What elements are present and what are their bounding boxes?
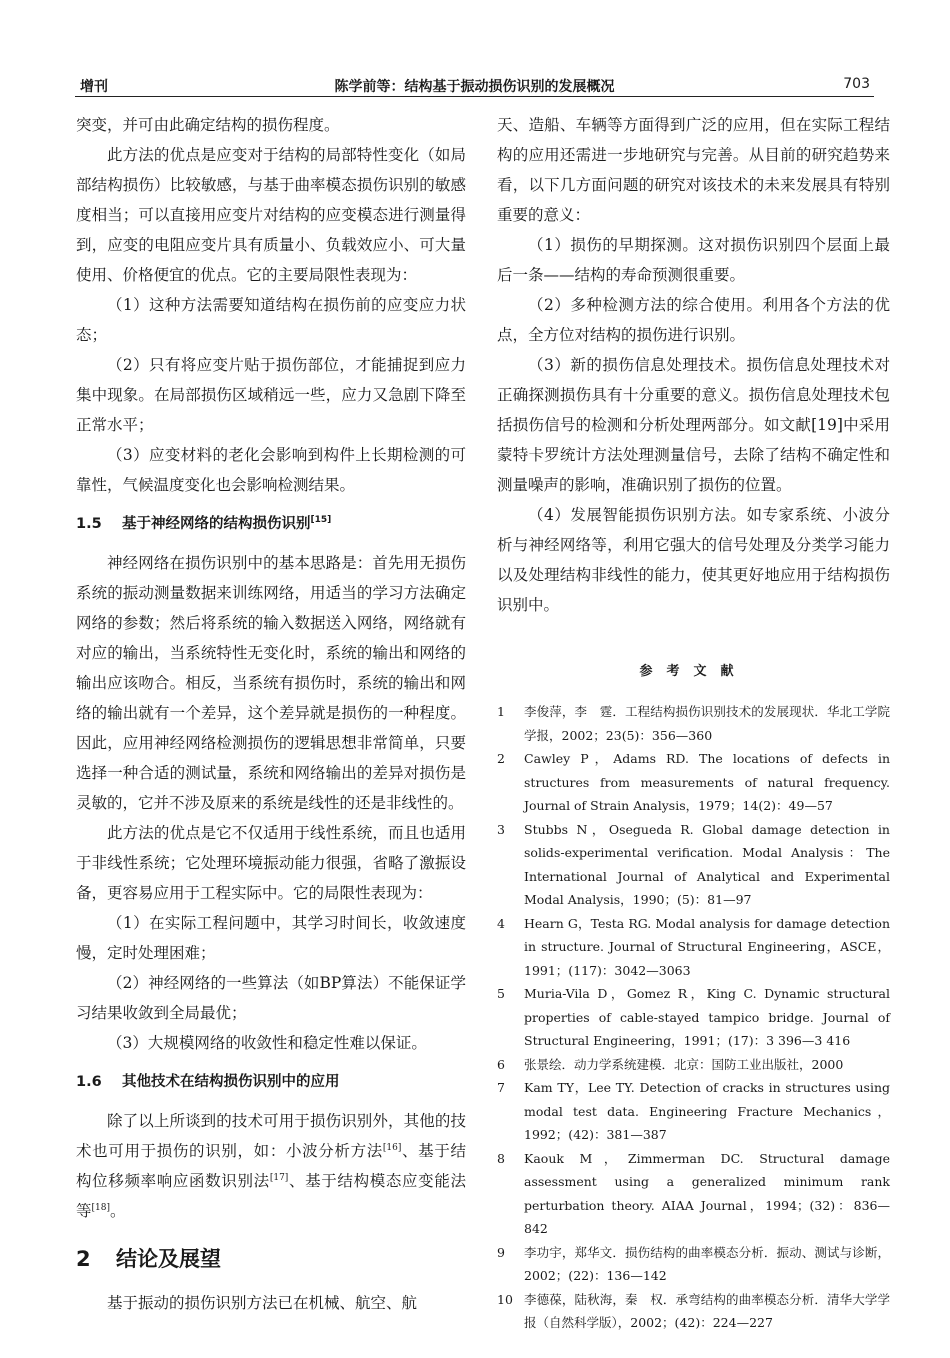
reference-text: 李德葆，陆秋海，秦 权．承弯结构的曲率模态分析．清华大学学报（自然科学版），2002；(42)：224—227 — [524, 1291, 890, 1330]
reference-text: Cawley P，Adams RD. The locations of defects in structures from measurements of natural frequency. Journal of Strain Analysis，1979；14(2)：49—57 — [524, 751, 890, 813]
reference-item — [497, 1288, 890, 1335]
paragraph: 基于振动的损伤识别方法已在机械、航空、航 — [107, 1294, 418, 1312]
reference-text: Hearn G，Testa RG. Modal analysis for damage detection in structure. Journal of Structural Engineering，ASCE，1991；(117)：3042—3063 — [524, 915, 890, 978]
section-heading-1-5 — [76, 509, 466, 539]
paragraph: 天、造船、车辆等方面得到广泛的应用，但在实际工程结构的应用还需进一步地研究与完善。从目前的研究趋势来看，以下几方面问题的研究对该技术的未来发展具有特别重要的意义： — [497, 116, 890, 224]
section-number: 1.5 — [76, 516, 102, 532]
reference-number: 1 — [497, 704, 505, 719]
left-column — [76, 110, 466, 1318]
list-item: （3）新的损伤信息处理技术。损伤信息处理技术对正确探测损伤具有十分重要的意义。损伤信息处理技术包括损伤信号的检测和分析处理两部分。如文献[19]中采用蒙特卡罗统计方法处理测量信号，去除了结构不确定性和测量噪声的影响，准确识别了损伤的位置。 — [497, 356, 890, 494]
running-title: 陈学前等：结构基于振动损伤识别的发展概况 — [334, 79, 615, 95]
text-run: 、基于结构位移频率响应函数识别法 — [76, 1142, 466, 1190]
reference-item — [497, 1241, 890, 1288]
citation: [18] — [91, 1202, 110, 1213]
reference-number: 7 — [497, 1080, 505, 1095]
paragraph: 此方法的优点是它不仅适用于线性系统，而且也适用于非线性系统；它处理环境振动能力很强，省略了激振设备，更容易应用于工程实际中。它的局限性表现为： — [76, 824, 466, 902]
list-item: （1）这种方法需要知道结构在损伤前的应变应力状态； — [76, 296, 466, 344]
reference-item — [497, 1147, 890, 1241]
reference-number: 4 — [497, 915, 505, 931]
citation: [17] — [269, 1172, 289, 1183]
section-heading-2 — [76, 1244, 466, 1274]
reference-number: 9 — [497, 1244, 505, 1260]
citation: [15] — [310, 515, 332, 526]
list-item: （1）在实际工程问题中，其学习时间长，收敛速度慢，定时处理困难； — [76, 914, 466, 962]
reference-number: 10 — [497, 1291, 513, 1307]
reference-item — [497, 1076, 890, 1147]
list-item: （2）只有将应变片贴于损伤部位，才能捕捉到应力集中现象。在局部损伤区域稍远一些，应力又急剧下降至正常水平； — [76, 356, 466, 434]
reference-text: 李功宇，郑华文．损伤结构的曲率模态分析．振动、测试与诊断，2002；(22)：136—142 — [524, 1244, 890, 1283]
journal-issue-label: 增刊 — [80, 79, 108, 95]
paragraph: 此方法的优点是应变对于结构的局部特性变化（如局部结构损伤）比较敏感，与基于曲率模态损伤识别的敏感度相当；可以直接用应变片对结构的应变模态进行测量得到，应变的电阻应变片具有质量小、负载效应小、可大量使用、价格便宜的优点。它的主要局限性表现为： — [76, 146, 466, 284]
reference-item — [497, 700, 890, 747]
list-item: （2）神经网络的一些算法（如BP算法）不能保证学习结果收敛到全局最优； — [76, 974, 466, 1022]
right-column — [497, 110, 890, 1335]
section-number: 1.6 — [76, 1074, 102, 1090]
reference-number: 5 — [497, 986, 505, 1001]
text-run: 除了以上所谈到的技术可用于损伤识别外，其他的技术也可用于损伤的识别，如：小波分析方法 — [76, 1112, 466, 1160]
reference-text: Kaouk M，Zimmerman DC. Structural damage assessment using a generalized minimum rank perturbation theory. AIAA Journal，1994；(32)：836—842 — [524, 1150, 890, 1236]
reference-item — [497, 912, 890, 983]
citation: [16] — [382, 1142, 402, 1153]
reference-text: Stubbs N，Osegueda R. Global damage detection in solids-experimental verification. Modal Analysis：The International Journal of Analytical and Experimental Modal Analysis，1990；(5)：81—97 — [524, 821, 890, 907]
list-item: （2）多种检测方法的综合使用。利用各个方法的优点，全方位对结构的损伤进行识别。 — [497, 296, 890, 344]
reference-item — [497, 1053, 890, 1077]
reference-list — [497, 700, 890, 1335]
reference-text: 张景绘．动力学系统建模．北京：国防工业出版社，2000 — [524, 1056, 844, 1072]
running-header — [75, 60, 874, 97]
references-heading: 参考文献 — [639, 664, 748, 679]
reference-item — [497, 818, 890, 912]
reference-number: 6 — [497, 1056, 505, 1072]
reference-text: 李俊萍，李 霆．工程结构损伤识别技术的发展现状．华北工学院学报，2002；23(5)：356—360 — [524, 704, 890, 743]
reference-text: Muria-Vila D，Gomez R，King C. Dynamic structural properties of cable-stayed tampico bridge. Journal of Structural Engineering，1991；(17)：3 396—3 416 — [524, 986, 890, 1048]
section-number: 2 — [76, 1247, 91, 1271]
list-item: （4）发展智能损伤识别方法。如专家系统、小波分析与神经网络等，利用它强大的信号处理及分类学习能力以及处理结构非线性的能力，使其更好地应用于结构损伤识别中。 — [497, 506, 890, 614]
reference-number: 8 — [497, 1150, 505, 1166]
reference-number: 2 — [497, 751, 505, 766]
paragraph — [76, 1106, 466, 1226]
paragraph: 突变，并可由此确定结构的损伤程度。 — [76, 116, 340, 134]
text-run: 。 — [110, 1202, 126, 1220]
list-item: （1）损伤的早期探测。这对损伤识别四个层面上最后一条——结构的寿命预测很重要。 — [497, 236, 890, 284]
list-item: （3）大规模网络的收敛性和稳定性难以保证。 — [107, 1034, 427, 1052]
reference-item — [497, 982, 890, 1053]
section-heading-1-6 — [76, 1067, 466, 1097]
section-title: 结论及展望 — [116, 1247, 221, 1271]
text-run: 、基于结构模态应变能法等 — [76, 1172, 466, 1220]
reference-text: Kam TY，Lee TY. Detection of cracks in structures using modal test data. Engineering Fracture Mechanics，1992；(42)：381—387 — [524, 1080, 890, 1142]
section-title: 其他技术在结构损伤识别中的应用 — [122, 1074, 340, 1090]
page-number: 703 — [843, 76, 870, 92]
reference-number: 3 — [497, 821, 505, 837]
paragraph: 神经网络在损伤识别中的基本思路是：首先用无损伤系统的振动测量数据来训练网络，用适当的学习方法确定网络的参数；然后将系统的输入数据送入网络，网络就有对应的输出，当系统特性无变化时，系统的输出和网络的输出应该吻合。相反，当系统有损伤时，系统的输出和网络的输出就有一个差异，这个差异就是损伤的一种程度。因此，应用神经网络检测损伤的逻辑思想非常简单，只要选择一种合适的测试量，系统和网络输出的差异对损伤是灵敏的，它并不涉及原来的系统是线性的还是非线性的。 — [76, 554, 466, 812]
section-title: 基于神经网络的结构损伤识别 — [122, 516, 311, 532]
list-item: （3）应变材料的老化会影响到构件上长期检测的可靠性，气候温度变化也会影响检测结果。 — [76, 446, 466, 494]
reference-item — [497, 747, 890, 818]
